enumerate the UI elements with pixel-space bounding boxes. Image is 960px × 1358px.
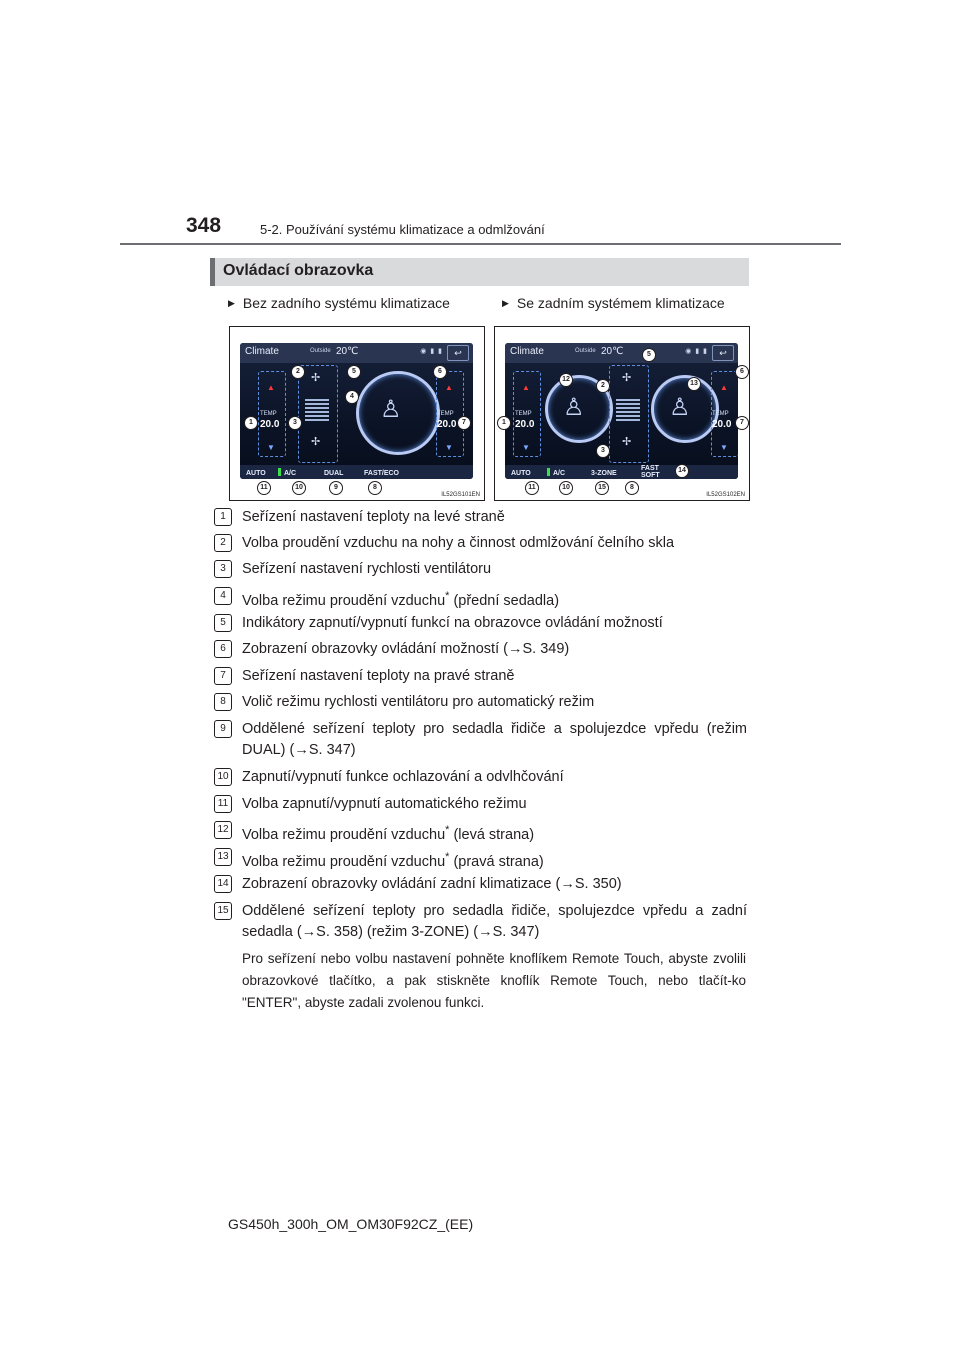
fan-icon: ✢ bbox=[311, 372, 321, 384]
auto-button-label: AUTO bbox=[246, 470, 266, 477]
fan-speed-bars bbox=[305, 399, 329, 421]
temp-right-value: 20.0 bbox=[437, 419, 457, 430]
fast-eco-button-label: FAST/ECO bbox=[364, 470, 400, 477]
callout-3: 3 bbox=[288, 416, 302, 430]
auto-button-label: AUTO bbox=[511, 470, 531, 477]
callout-5: 5 bbox=[347, 365, 361, 379]
callout-1: 1 bbox=[497, 416, 511, 430]
callout-8: 8 bbox=[625, 481, 639, 495]
fan-icon: ✢ bbox=[311, 436, 321, 448]
temp-right-value: 20.0 bbox=[712, 419, 732, 430]
fan-icon: ✢ bbox=[622, 372, 632, 384]
item-number: 13 bbox=[214, 848, 232, 866]
temp-left-label: TEMP bbox=[515, 411, 532, 417]
item-number: 2 bbox=[214, 534, 232, 552]
item-number: 12 bbox=[214, 821, 232, 839]
item-number: 9 bbox=[214, 720, 232, 738]
outside-label: Outside bbox=[310, 348, 331, 354]
soft-button-label: SOFT bbox=[641, 472, 660, 479]
screenshot-without-rear-climate bbox=[229, 326, 485, 501]
fan-speed-bars bbox=[616, 399, 640, 421]
item-number: 8 bbox=[214, 693, 232, 711]
temp-left-value: 20.0 bbox=[515, 419, 535, 430]
footer-code: GS450h_300h_OM_OM30F92CZ_(EE) bbox=[228, 1216, 474, 1232]
temp-left-label: TEMP bbox=[260, 411, 277, 417]
seat-icon: ♙ bbox=[669, 394, 691, 421]
item-text bbox=[242, 586, 747, 612]
item-text: Indikátory zapnutí/vypnutí funkcí na obrazovce ovládání možností bbox=[242, 615, 663, 631]
caption-right bbox=[502, 295, 725, 311]
temp-up-icon: ▲ bbox=[445, 383, 453, 392]
caption-left bbox=[228, 295, 450, 311]
item-text bbox=[242, 820, 747, 846]
item-text-suffix: (pravá strana) bbox=[449, 853, 544, 870]
temp-down-icon: ▼ bbox=[522, 443, 530, 452]
note-paragraph: Pro seřízení nebo volbu nastavení pohněte knoflíkem Remote Touch, abyste zvolili obrazovkové tlačítko, a pak stiskněte knoflík Remote Touch, nebo tlačít-ko "ENTER", abyste zadali zvolenou funkci. bbox=[242, 951, 746, 1010]
callout-11: 11 bbox=[525, 481, 539, 495]
temp-down-icon: ▼ bbox=[267, 443, 275, 452]
temp-down-icon: ▼ bbox=[445, 443, 453, 452]
page-number: 348 bbox=[186, 214, 222, 237]
section-title: 5-2. Používání systému klimatizace a odmlžování bbox=[260, 222, 545, 237]
seat-icon: ♙ bbox=[563, 394, 585, 421]
three-zone-button-label: 3-ZONE bbox=[591, 470, 617, 477]
callout-10: 10 bbox=[559, 481, 573, 495]
item-number: 1 bbox=[214, 508, 232, 526]
callout-2: 2 bbox=[291, 365, 305, 379]
item-number: 6 bbox=[214, 640, 232, 658]
climate-title: Climate bbox=[245, 346, 279, 357]
image-code: IL52GS101EN bbox=[441, 492, 480, 498]
callout-1: 1 bbox=[244, 416, 258, 430]
status-icons: ◉ ▮ ▮ bbox=[420, 348, 443, 355]
caption-left-text: Bez zadního systému klimatizace bbox=[242, 295, 450, 311]
temp-right-label: TEMP bbox=[437, 411, 454, 417]
temp-up-icon: ▲ bbox=[720, 383, 728, 392]
caption-right-text: Se zadním systémem klimatizace bbox=[516, 295, 725, 311]
item-number: 3 bbox=[214, 560, 232, 578]
outside-temp: 20℃ bbox=[336, 346, 359, 357]
item-text-suffix: (levá strana) bbox=[449, 826, 535, 843]
callout-8: 8 bbox=[368, 481, 382, 495]
fan-icon: ✢ bbox=[622, 436, 632, 448]
temp-up-icon: ▲ bbox=[522, 383, 530, 392]
triangle-bullet-icon: ▶ bbox=[502, 298, 509, 308]
heading-accent bbox=[210, 258, 215, 286]
item-number: 4 bbox=[214, 587, 232, 605]
callout-5: 5 bbox=[642, 348, 656, 362]
callout-10: 10 bbox=[292, 481, 306, 495]
outside-label: Outside bbox=[575, 348, 596, 354]
item-text: Zobrazení obrazovky ovládání zadní klimatizace (→S. 350) bbox=[242, 876, 622, 892]
seat-icon: ♙ bbox=[380, 396, 402, 423]
callout-2: 2 bbox=[596, 379, 610, 393]
item-number: 11 bbox=[214, 795, 232, 813]
callout-6: 6 bbox=[735, 365, 749, 379]
callout-4: 4 bbox=[345, 390, 359, 404]
asterisk: * bbox=[445, 851, 450, 863]
callout-9: 9 bbox=[329, 481, 343, 495]
ac-indicator bbox=[547, 468, 550, 476]
callout-15: 15 bbox=[595, 481, 609, 495]
screen-bottom-bar bbox=[505, 465, 738, 479]
temp-left-value: 20.0 bbox=[260, 419, 280, 430]
climate-screen bbox=[505, 343, 738, 479]
callout-11: 11 bbox=[257, 481, 271, 495]
item-text: Seřízení nastavení rychlosti ventilátoru bbox=[242, 561, 492, 577]
item-text: Zobrazení obrazovky ovládání možností (→S. 349) bbox=[242, 641, 570, 657]
screenshot-with-rear-climate bbox=[494, 326, 750, 501]
item-text: Volba zapnutí/vypnutí automatického režimu bbox=[242, 796, 527, 812]
item-number: 7 bbox=[214, 667, 232, 685]
temp-up-icon: ▲ bbox=[267, 383, 275, 392]
callout-6: 6 bbox=[433, 365, 447, 379]
ac-button-label: A/C bbox=[284, 470, 297, 477]
callout-3: 3 bbox=[596, 444, 610, 458]
item-number: 5 bbox=[214, 614, 232, 632]
item-text-main: Volba režimu proudění vzduchu bbox=[242, 592, 446, 609]
item-number: 14 bbox=[214, 875, 232, 893]
triangle-bullet-icon: ▶ bbox=[228, 298, 235, 308]
callout-7: 7 bbox=[735, 416, 749, 430]
item-number: 10 bbox=[214, 768, 232, 786]
image-code: IL52GS102EN bbox=[706, 492, 745, 498]
ac-button-label: A/C bbox=[553, 470, 566, 477]
climate-screen bbox=[240, 343, 473, 479]
section-heading: Ovládací obrazovka bbox=[223, 262, 374, 279]
screen-bottom-bar bbox=[240, 465, 473, 479]
ac-indicator bbox=[278, 468, 281, 476]
item-text: Oddělené seřízení teploty pro sedadla řidiče, spolujezdce vpředu a zadní sedadla (→S. 358) (režim 3-ZONE) (→S. 347) bbox=[242, 903, 747, 940]
back-icon: ↩ bbox=[447, 345, 469, 361]
item-text: Zapnutí/vypnutí funkce ochlazování a odvlhčování bbox=[242, 769, 564, 785]
item-number: 15 bbox=[214, 902, 232, 920]
item-text: Seřízení nastavení teploty na levé straně bbox=[242, 509, 505, 525]
item-text: Seřízení nastavení teploty na pravé straně bbox=[242, 668, 515, 684]
callout-7: 7 bbox=[457, 416, 471, 430]
item-text-main: Volba režimu proudění vzduchu bbox=[242, 826, 446, 843]
fast-button-label: FAST bbox=[641, 465, 659, 472]
callout-12: 12 bbox=[559, 373, 573, 387]
item-text: Volič režimu rychlosti ventilátoru pro automatický režim bbox=[242, 694, 595, 710]
callout-13: 13 bbox=[687, 377, 701, 391]
item-text: Oddělené seřízení teploty pro sedadla řidiče a spolujezdce vpředu (režim DUAL) (→S. 347) bbox=[242, 721, 747, 758]
dual-button-label: DUAL bbox=[324, 470, 344, 477]
item-text-main: Volba režimu proudění vzduchu bbox=[242, 853, 446, 870]
asterisk: * bbox=[445, 590, 450, 602]
back-icon: ↩ bbox=[712, 345, 734, 361]
header-rule bbox=[120, 243, 841, 245]
climate-title: Climate bbox=[510, 346, 544, 357]
item-text: Volba proudění vzduchu na nohy a činnost odmlžování čelního skla bbox=[242, 535, 675, 551]
status-icons: ◉ ▮ ▮ bbox=[685, 348, 708, 355]
outside-temp: 20℃ bbox=[601, 346, 624, 357]
item-text-suffix: (přední sedadla) bbox=[449, 592, 560, 609]
asterisk: * bbox=[445, 824, 450, 836]
callout-14: 14 bbox=[675, 464, 689, 478]
temp-right-label: TEMP bbox=[712, 411, 729, 417]
temp-down-icon: ▼ bbox=[720, 443, 728, 452]
item-text bbox=[242, 847, 747, 873]
